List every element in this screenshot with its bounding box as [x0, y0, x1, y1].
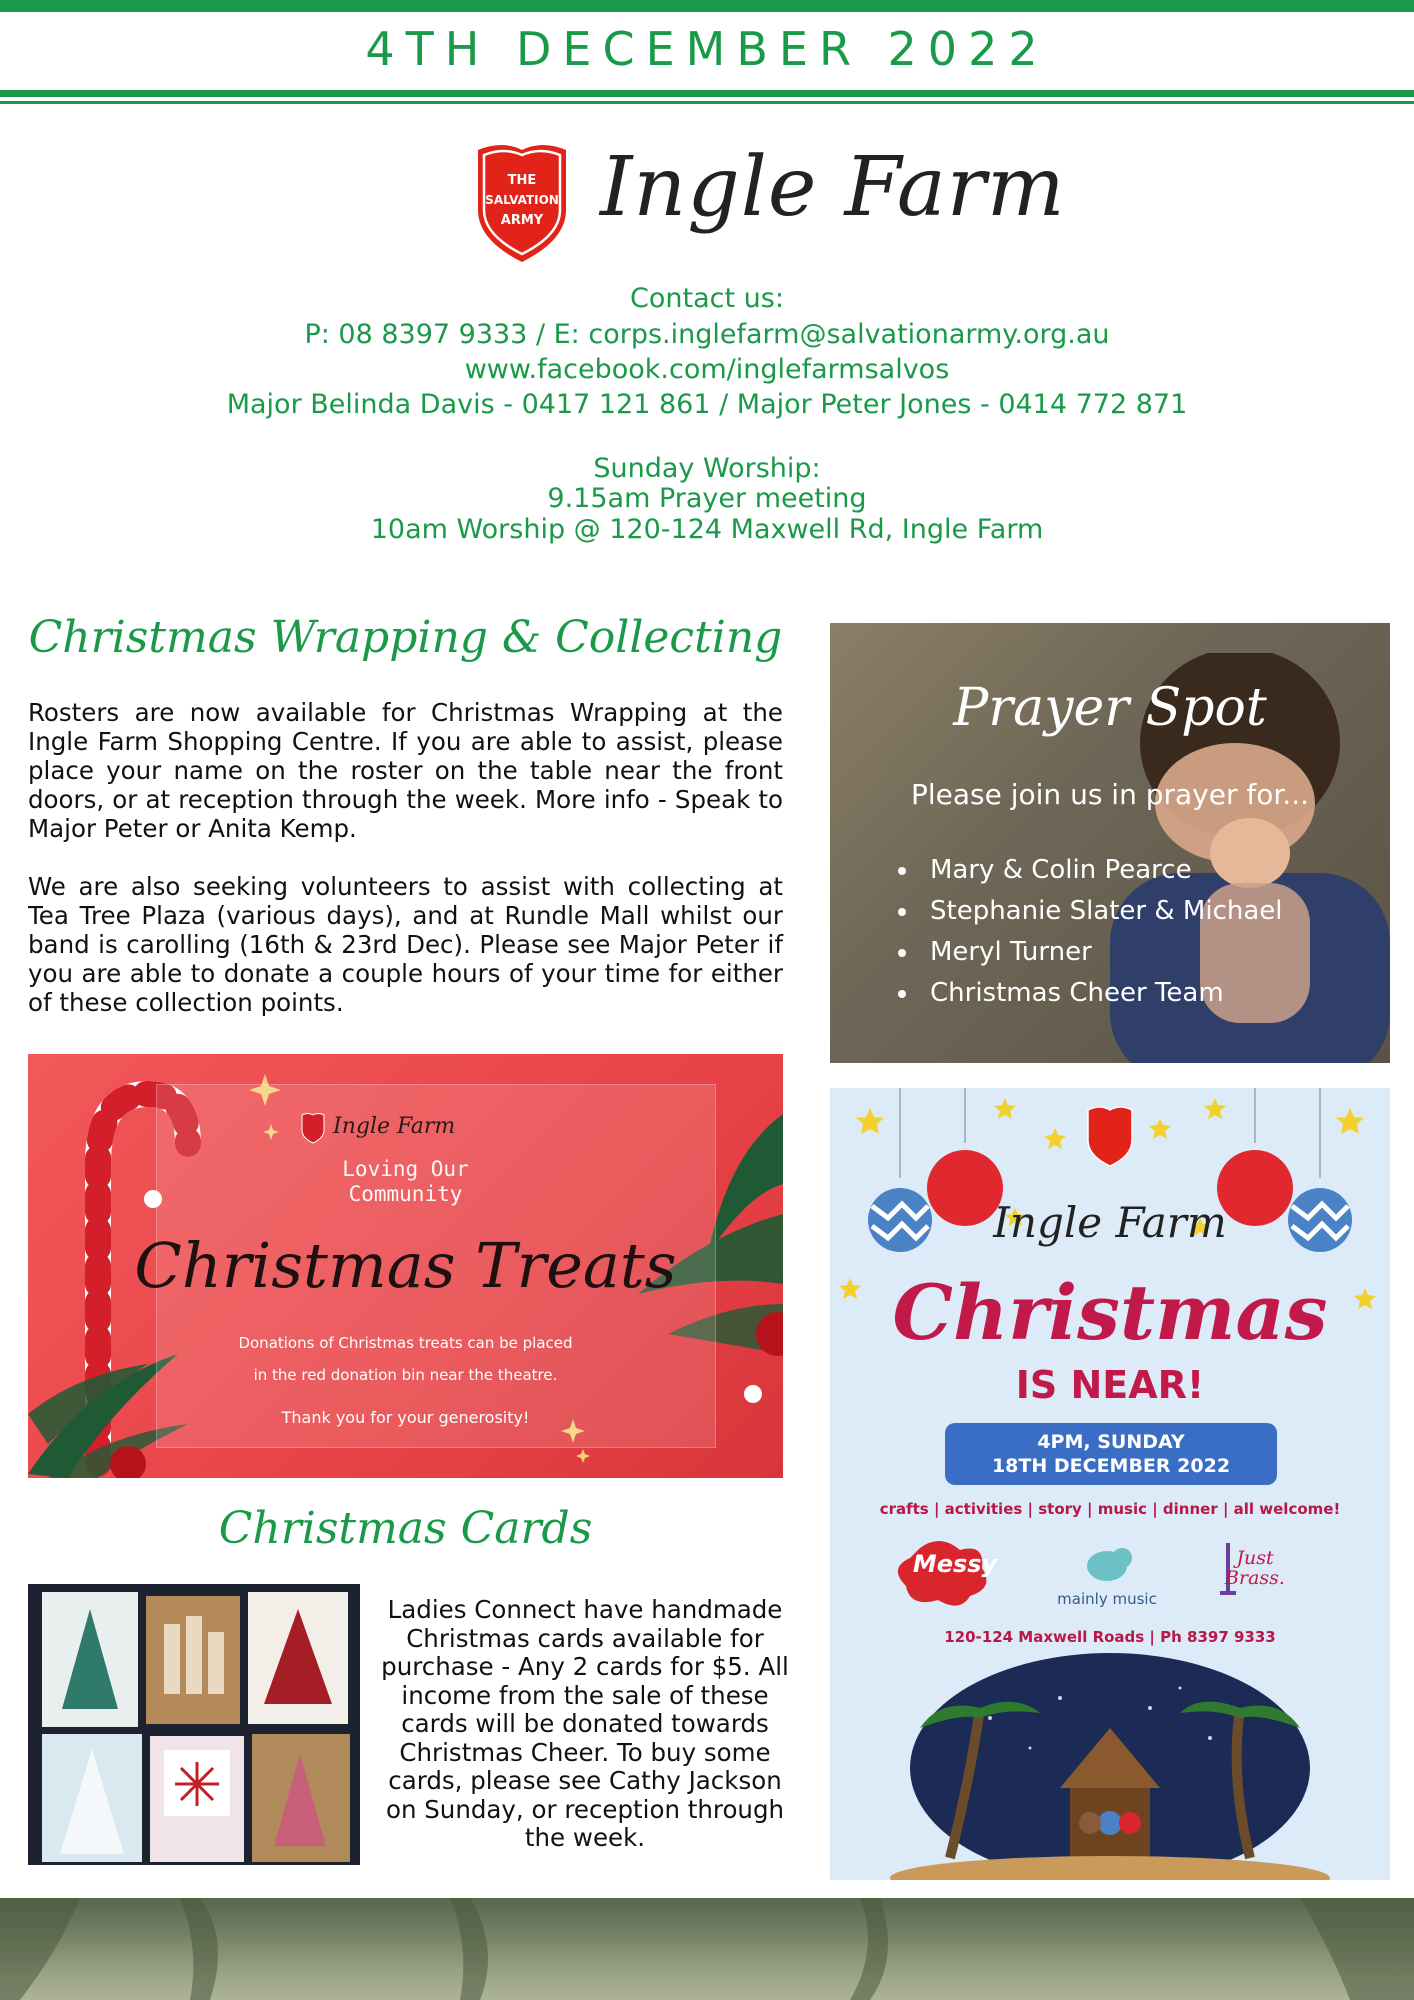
worship-prayer-meeting: 9.15am Prayer meeting [547, 483, 867, 514]
salvation-army-shield-icon [472, 140, 572, 264]
poster-logo-text: Ingle Farm [993, 1198, 1227, 1247]
christmas-is-near-poster [830, 1088, 1390, 1880]
messy-church-logo: Messy [912, 1550, 998, 1578]
worship-heading: Sunday Worship: [593, 453, 821, 484]
prayer-item: Christmas Cheer Team [898, 973, 1283, 1014]
wrapping-paragraph-1: Rosters are now available for Christmas Wrapping at the Ingle Farm Shopping Centre. If you are able to assist, please place your name on the roster on the table near the front doors, or at reception through the week. More info - Speak to Major Peter or Anita Kemp. [28, 698, 783, 843]
poster-is-near: IS NEAR! [1015, 1363, 1205, 1407]
prayer-item: Mary & Colin Pearce [898, 850, 1283, 891]
poster-activities: crafts | activities | story | music | dinner | all welcome! [879, 1500, 1341, 1518]
treats-tagline-1: Loving Our [342, 1157, 469, 1181]
corps-name-logo: Ingle Farm [600, 140, 1066, 235]
just-brass-line-1: Just [1236, 1547, 1274, 1569]
prayer-spot-title: Prayer Spot [953, 678, 1267, 738]
footer-forest-photo [0, 1898, 1414, 2000]
shield-line-1: THE [507, 173, 537, 188]
prayer-item: Meryl Turner [898, 932, 1283, 973]
poster-date-line-1: 4PM, SUNDAY [1037, 1431, 1185, 1453]
wrapping-heading: Christmas Wrapping & Collecting [28, 612, 783, 663]
christmas-treats-flyer [28, 1054, 783, 1478]
salvation-army-shield-icon [300, 1112, 326, 1144]
contact-phone-email[interactable]: P: 08 8397 9333 / E: corps.inglefarm@salvationarmy.org.au [304, 319, 1110, 350]
worship-service: 10am Worship @ 120-124 Maxwell Rd, Ingle Farm [370, 514, 1044, 545]
contact-officers: Major Belinda Davis - 0417 121 861 / Major Peter Jones - 0414 772 871 [226, 389, 1188, 420]
footer-foliage-illustration [0, 1898, 1414, 2000]
christmas-cards-photo [28, 1584, 360, 1865]
header-divider [0, 90, 1414, 97]
just-brass-logo [1210, 1548, 1300, 1588]
prayer-item: Stephanie Slater & Michael [898, 891, 1283, 932]
prayer-spot-subtitle: Please join us in prayer for... [910, 778, 1310, 811]
mainly-music-logo: mainly music [1057, 1590, 1157, 1608]
shield-line-3: ARMY [500, 213, 544, 228]
poster-christmas-title: Christmas [892, 1268, 1328, 1357]
treats-line-1: Donations of Christmas treats can be placed [238, 1334, 573, 1352]
treats-tagline [28, 1157, 783, 1207]
prayer-list [898, 850, 1283, 1014]
poster-address: 120-124 Maxwell Roads | Ph 8397 9333 [944, 1628, 1276, 1646]
cards-heading: Christmas Cards [218, 1503, 593, 1554]
treats-line-2: in the red donation bin near the theatre. [253, 1366, 558, 1384]
cards-photo-illustration [28, 1584, 360, 1865]
cards-text: Ladies Connect have handmade Christmas cards available for purchase - Any 2 cards for $5. All income from the sale of these cards will be donated towards Christmas Cheer. To buy some cards, please see Cathy Jackson on Sunday, or reception through the week. [381, 1595, 789, 1852]
contact-facebook[interactable]: www.facebook.com/inglefarmsalvos [464, 354, 950, 385]
header-top-bar [0, 0, 1414, 12]
treats-tagline-2: Community [348, 1182, 463, 1206]
shield-line-2: SALVATION [485, 193, 559, 207]
wrapping-paragraph-2: We are also seeking volunteers to assist with collecting at Tea Tree Plaza (various days), and at Rundle Mall whilst our band is carolling (16th & 23rd Dec). Please see Major Peter if you are able to donate a couple hours of your time for either of these collection points. [28, 872, 783, 1017]
poster-date-badge [945, 1423, 1277, 1485]
prayer-spot-panel [830, 623, 1390, 1063]
contact-heading: Contact us: [630, 283, 784, 314]
header-divider-thin [0, 101, 1414, 104]
treats-thanks: Thank you for your generosity! [281, 1408, 530, 1427]
treats-logo-text: Ingle Farm [333, 1114, 456, 1139]
bulletin-date: 4TH DECEMBER 2022 [365, 22, 1049, 76]
poster-date-line-2: 18TH DECEMBER 2022 [991, 1455, 1231, 1477]
treats-title: Christmas Treats [134, 1229, 677, 1302]
just-brass-line-2: Brass. [1225, 1567, 1285, 1589]
